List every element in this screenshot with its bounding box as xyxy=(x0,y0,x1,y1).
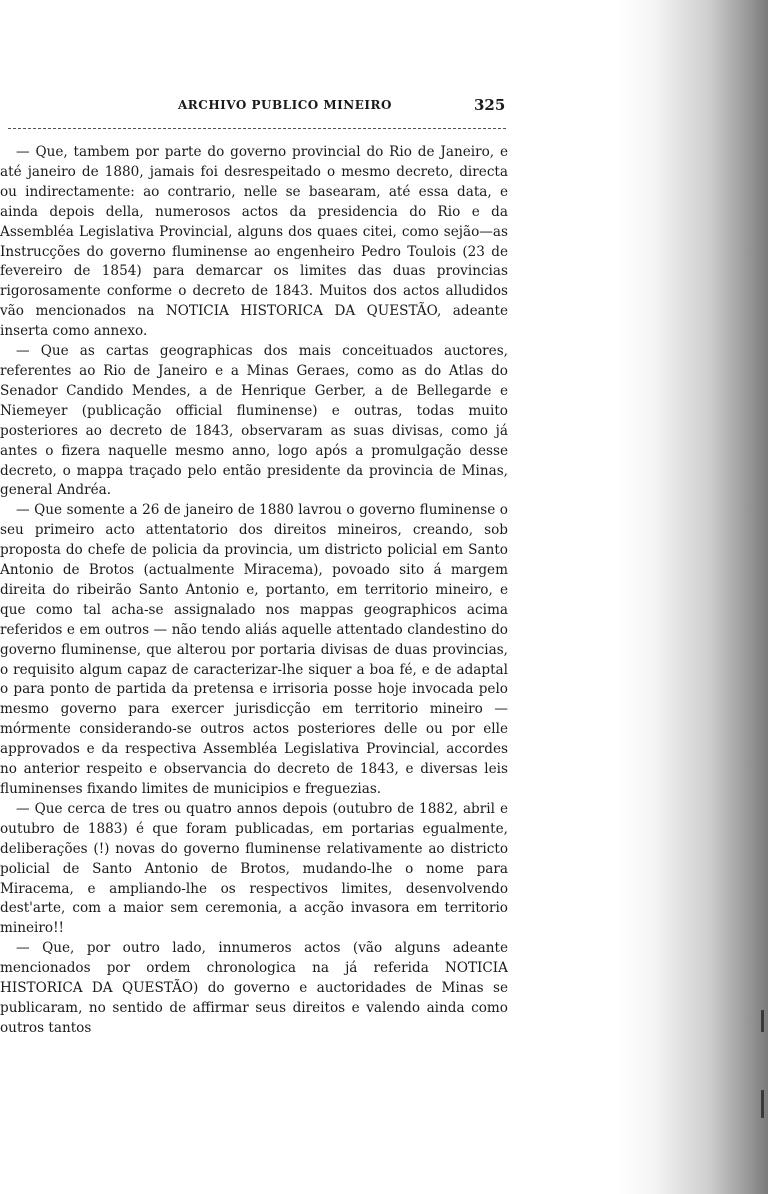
body-text xyxy=(0,143,508,1039)
paragraph: — Que as cartas geographicas dos mais conceituados auctores, referentes ao Rio de Janeiro e a Minas Geraes, como as do Atlas do Senador Candido Mendes, a de Henrique Gerber, a de Bellegarde e Niemeyer (publicação official fluminense) e outras, todas muito posteriores ao decreto de 1843, observaram as suas divisas, como já antes o fizera naquelle mesmo anno, logo após a promulgação desse decreto, o mappa traçado pelo então presidente da provincia de Minas, general Andréa. xyxy=(0,343,508,499)
edge-mark xyxy=(761,1090,764,1118)
header-title: ARCHIVO PUBLICO MINEIRO xyxy=(178,98,392,112)
page-number: 325 xyxy=(474,96,506,114)
paragraph: — Que, por outro lado, innumeros actos (vão alguns adeante mencionados por ordem chronologica na já referida NOTICIA HISTORICA DA QUESTÃO) do governo e auctoridades de Minas se publicaram, no sentido de affirmar seus direitos e valendo ainda como outros tantos xyxy=(0,940,508,1036)
paragraph: — Que cerca de tres ou quatro annos depois (outubro de 1882, abril e outubro de 1883) é que foram publicadas, em portarias egualmente, deliberações (!) novas do governo fluminense relativamente ao districto policial de Santo Antonio de Brotos, mudando-lhe o nome para Miracema, e ampliando-lhe os respectivos limites, desenvolvendo dest'arte, com a maior sem ceremonia, a acção invasora em territorio mineiro!! xyxy=(0,800,508,937)
page-binding-shadow xyxy=(618,0,768,1194)
paragraph: — Que, tambem por parte do governo provincial do Rio de Janeiro, e até janeiro de 1880, jamais foi desrespeitado o mesmo decreto, directa ou indirectamente: ao contrario, nelle se basearam, até essa data, e ainda depois della, numerosos actos da presidencia do Rio e da Assembléa Legislativa Provincial, alguns dos quaes citei, como sejão—as Instrucções do governo fluminense ao engenheiro Pedro Toulois (23 de fevereiro de 1854) para demarcar os limites das duas provincias rigorosamente conforme o decreto de 1843. Muitos dos actos alludidos vão mencionados na NOTICIA HISTORICA DA QUESTÃO, adeante inserta como annexo. xyxy=(0,144,508,340)
header-rule xyxy=(8,128,506,129)
running-header xyxy=(0,98,508,116)
edge-mark xyxy=(761,1010,764,1032)
paragraph: — Que somente a 26 de janeiro de 1880 lavrou o governo fluminense o seu primeiro acto attentatorio dos direitos mineiros, creando, sob proposta do chefe de policia da provincia, um districto policial em Santo Antonio de Brotos (actualmente Miracema), povoado sito á margem direita do ribeirão Santo Antonio e, portanto, em territorio mineiro, e que como tal acha-se assignalado nos mappas geographicos acima referidos e em outros — não tendo aliás aquelle attentado clandestino do governo fluminense, que alterou por portaria divisas de duas provincias, o requisito algum capaz de caracterizar-lhe siquer a boa fé, e de adaptal o para ponto de partida da pretensa e irrisoria posse hoje invocada pelo mesmo governo para exercer jurisdicção em territorio mineiro — mórmente considerando-se outros actos posteriores delle ou por elle approvados e da respectiva Assembléa Legislativa Provincial, accordes no anterior respeito e observancia do decreto de 1843, e diversas leis fluminenses fixando limites de municipios e freguezias. xyxy=(0,502,508,797)
